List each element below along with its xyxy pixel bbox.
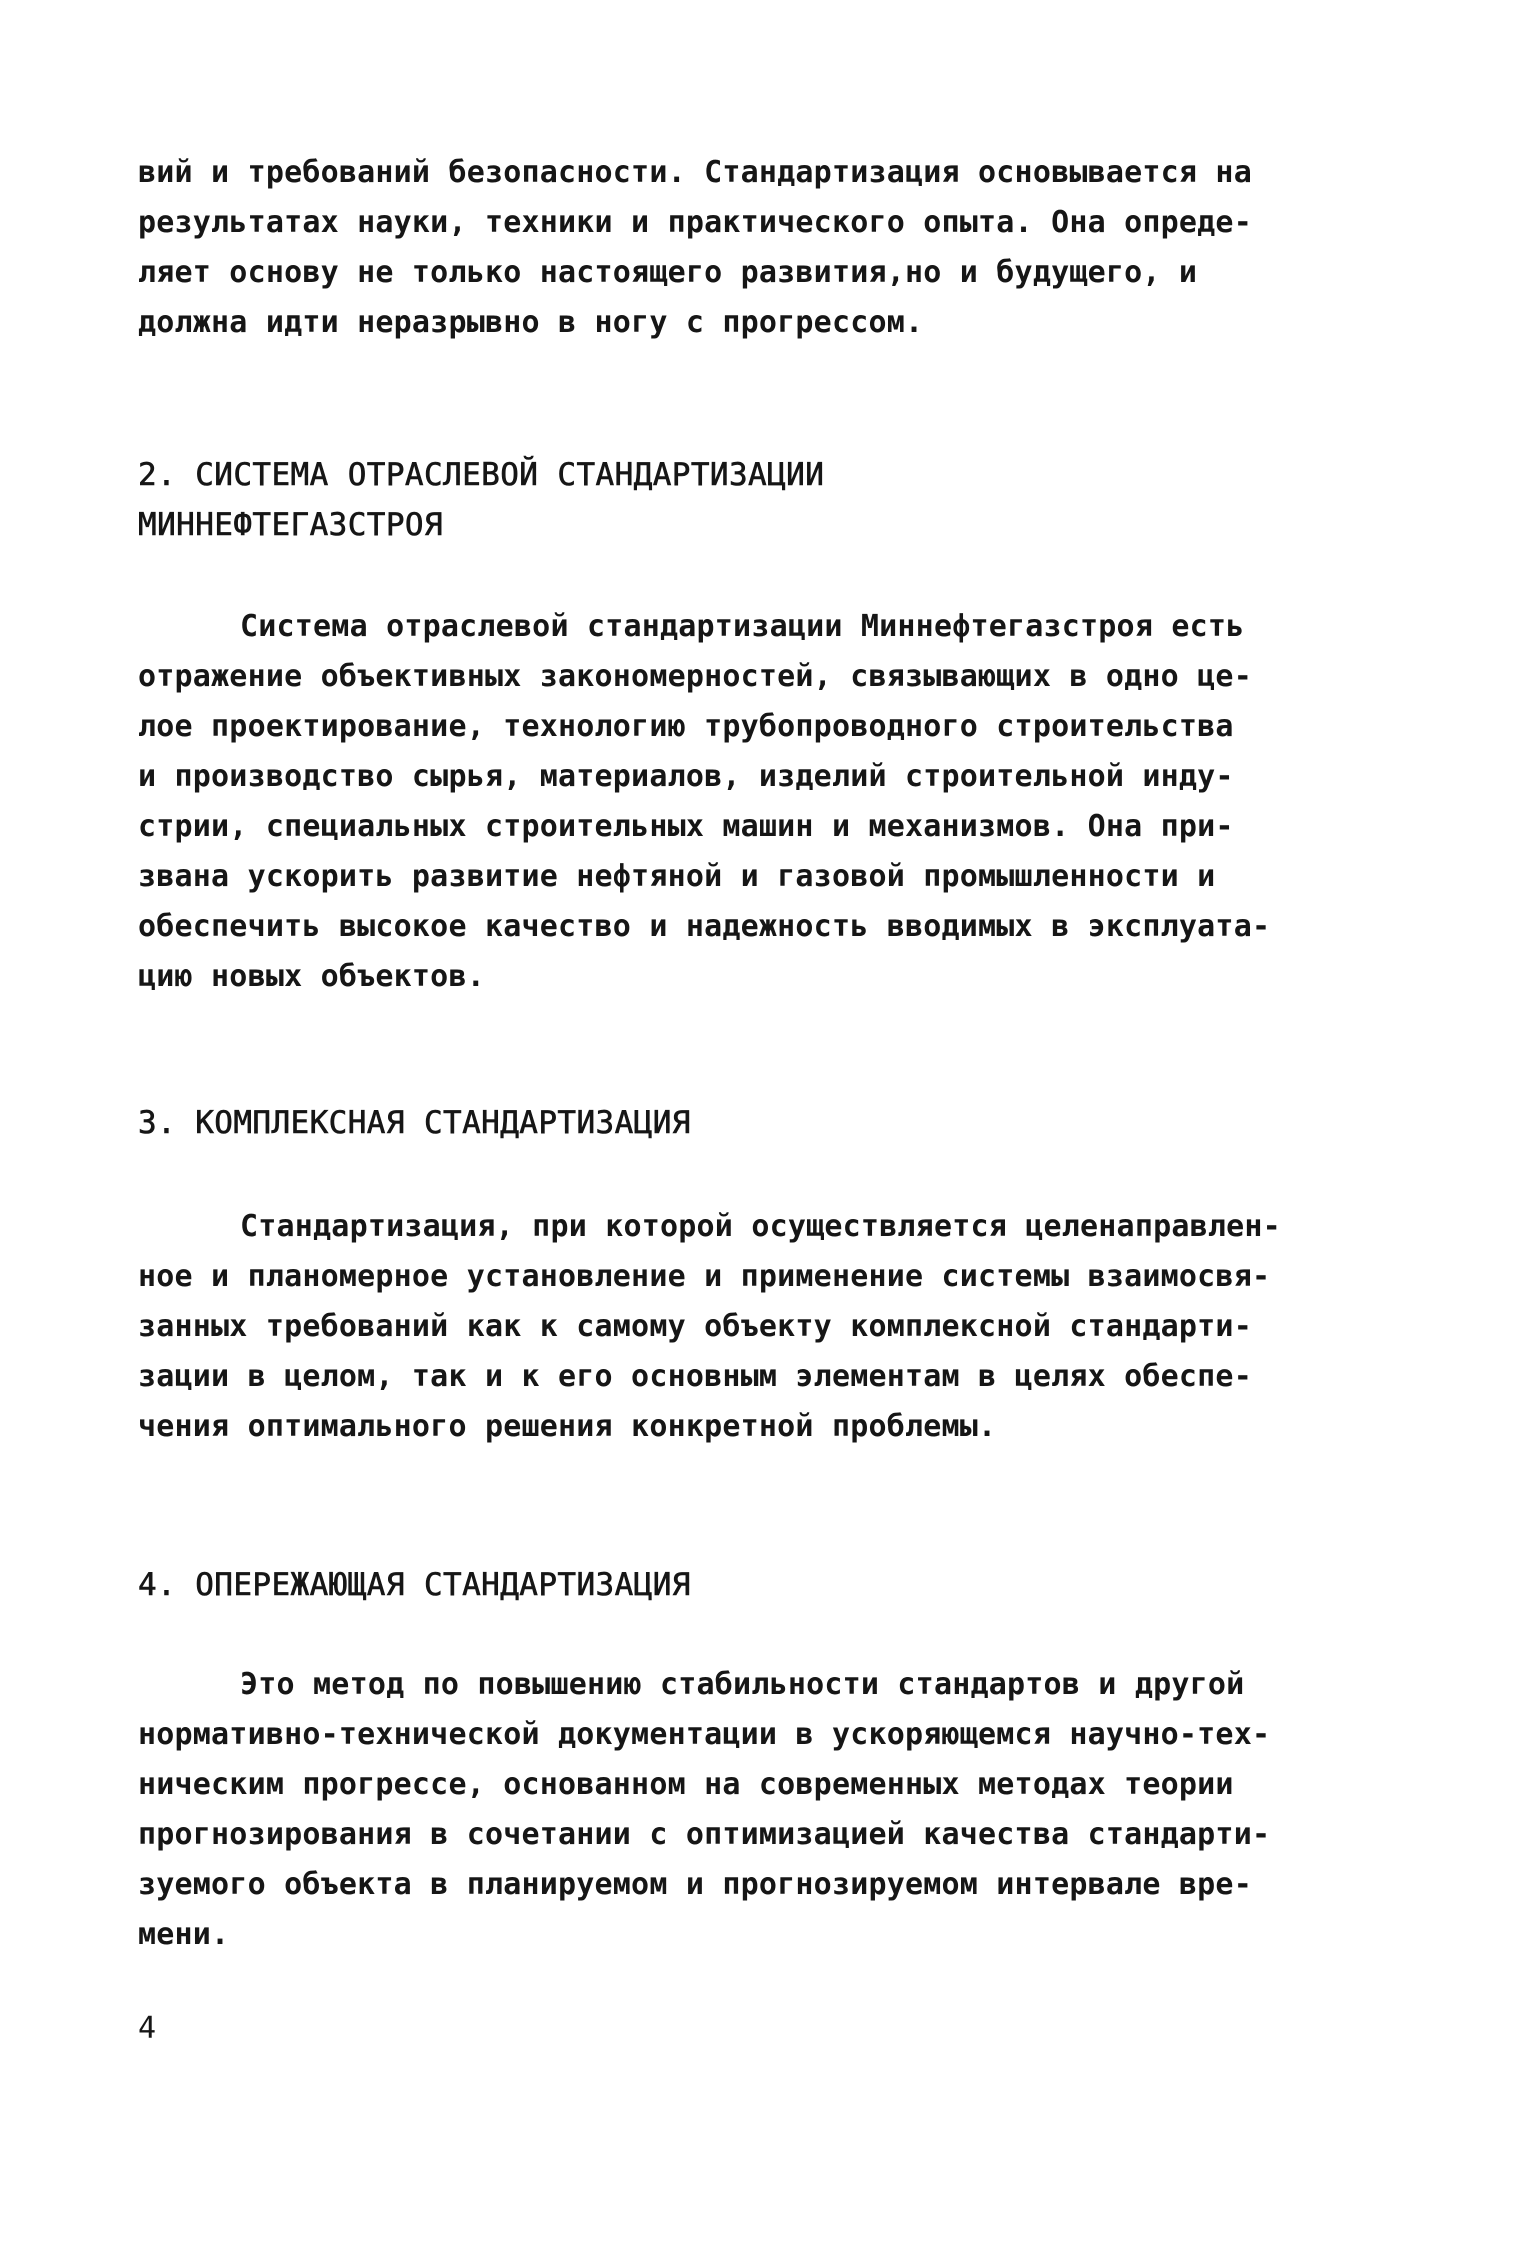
section-2-paragraph (138, 602, 1408, 1002)
paragraph-line: прогнозирования в сочетании с оптимизацией качества стандарти- (138, 1817, 1271, 1852)
paragraph-line: ное и планомерное установление и применение системы взаимосвя- (138, 1259, 1271, 1294)
intro-paragraph (138, 148, 1408, 348)
heading-line: 2. СИСТЕМА ОТРАСЛЕВОЙ СТАНДАРТИЗАЦИИ (138, 457, 825, 493)
paragraph-line: зации в целом, так и к его основным элементам в целях обеспе- (138, 1359, 1252, 1394)
heading-line: 4. ОПЕРЕЖАЮЩАЯ СТАНДАРТИЗАЦИЯ (138, 1567, 691, 1603)
section-3-paragraph (138, 1202, 1408, 1452)
heading-line: 3. КОМПЛЕКСНАЯ СТАНДАРТИЗАЦИЯ (138, 1105, 691, 1141)
paragraph-line: звана ускорить развитие нефтяной и газовой промышленности и (138, 859, 1216, 894)
paragraph-line: вий и требований безопасности. Стандартизация основывается на (138, 155, 1252, 190)
paragraph-line: занных требований как к самому объекту комплексной стандарти- (138, 1309, 1252, 1344)
paragraph-line: чения оптимального решения конкретной проблемы. (138, 1409, 997, 1444)
paragraph-line: Стандартизация, при которой осуществляется целенаправлен- (240, 1209, 1281, 1244)
heading-line: МИННЕФТЕГАЗСТРОЯ (138, 507, 444, 543)
section-4-heading (138, 1560, 1408, 1610)
paragraph-line: нормативно-технической документации в ускоряющемся научно-тех- (138, 1717, 1271, 1752)
paragraph-line: обеспечить высокое качество и надежность вводимых в эксплуата- (138, 909, 1271, 944)
page-number: 4 (138, 2011, 157, 2046)
paragraph-line: цию новых объектов. (138, 959, 485, 994)
paragraph-line: отражение объективных закономерностей, связывающих в одно це- (138, 659, 1252, 694)
paragraph-line: стрии, специальных строительных машин и механизмов. Она при- (138, 809, 1234, 844)
paragraph-line: Система отраслевой стандартизации Миннефтегазстроя есть (240, 609, 1245, 644)
paragraph-line: лое проектирование, технологию трубопроводного строительства (138, 709, 1234, 744)
paragraph-line: и производство сырья, материалов, изделий строительной инду- (138, 759, 1234, 794)
paragraph-line: Это метод по повышению стабильности стандартов и другой (240, 1667, 1245, 1702)
paragraph-line: результатах науки, техники и практического опыта. Она опреде- (138, 205, 1252, 240)
paragraph-line: ническим прогрессе, основанном на современных методах теории (138, 1767, 1234, 1802)
paragraph-line: мени. (138, 1917, 230, 1952)
paragraph-line: зуемого объекта в планируемом и прогнозируемом интервале вре- (138, 1867, 1252, 1902)
section-3-heading (138, 1098, 1408, 1148)
paragraph-line: должна идти неразрывно в ногу с прогрессом. (138, 305, 924, 340)
section-2-heading (138, 450, 1408, 550)
paragraph-line: ляет основу не только настоящего развития,но и будущего, и (138, 255, 1198, 290)
section-4-paragraph (138, 1660, 1408, 1960)
